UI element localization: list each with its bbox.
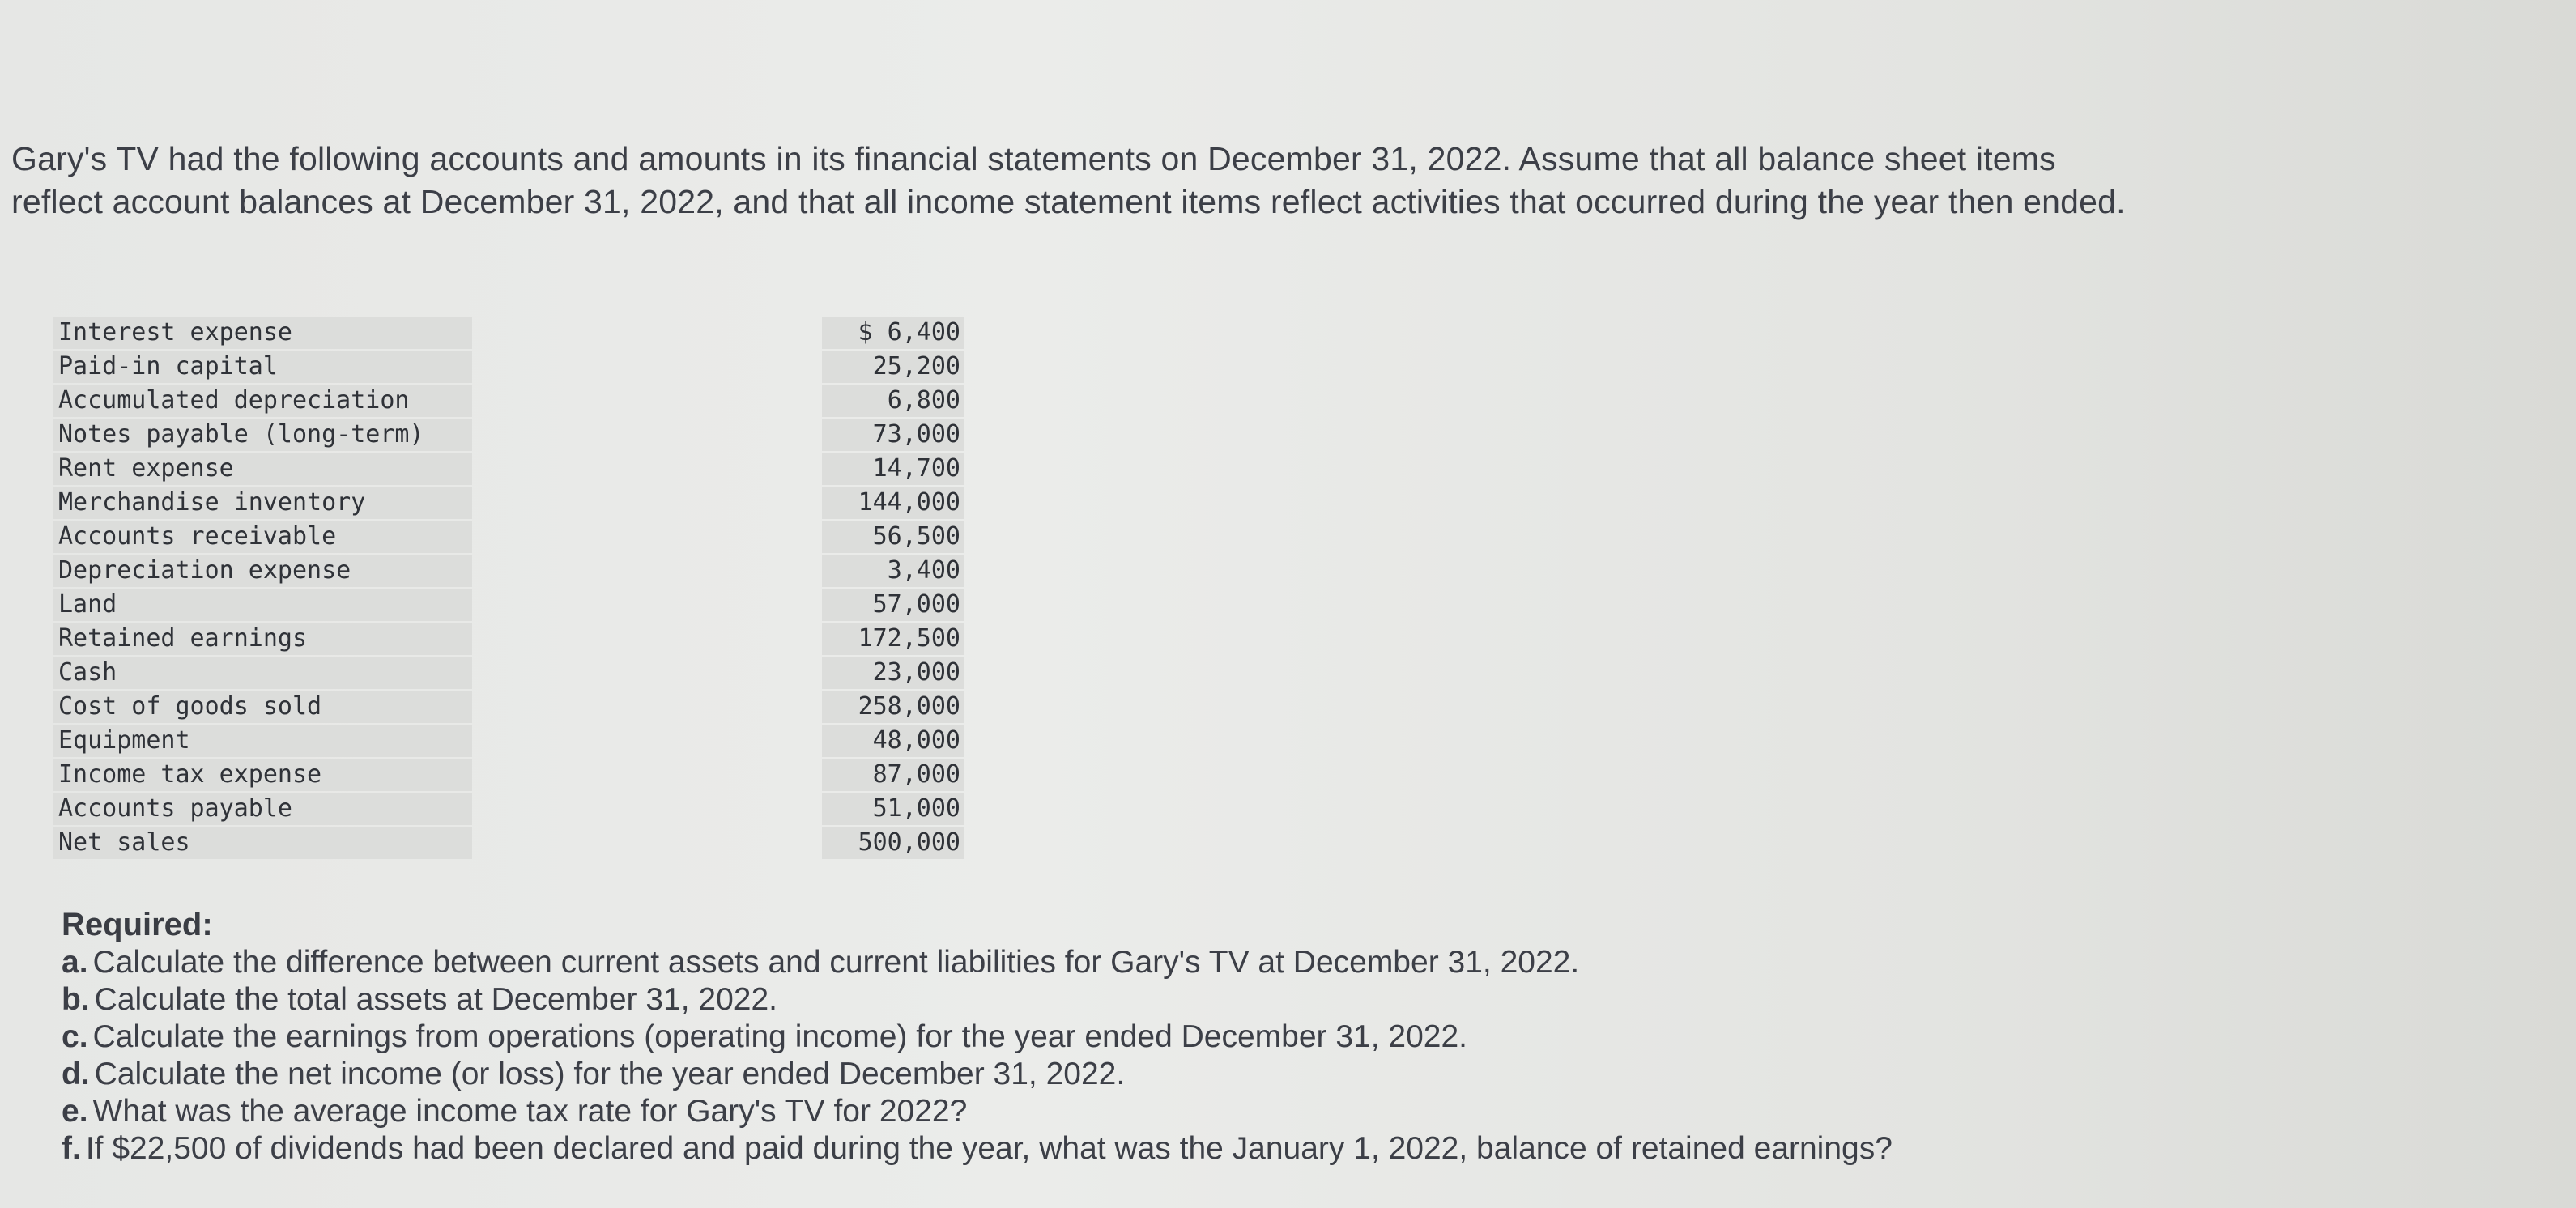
item-text: Calculate the net income (or loss) for the year ended December 31, 2022. [94, 1057, 1126, 1091]
table-row [53, 758, 964, 792]
account-value: 56,500 [822, 521, 964, 553]
table-row [53, 350, 964, 384]
account-label: Merchandise inventory [53, 487, 472, 519]
item-text: Calculate the difference between current assets and current liabilities for Gary's TV at December 31, 2022. [92, 945, 1580, 980]
table-row [53, 826, 964, 860]
required-item-a [62, 944, 2167, 981]
account-value: 87,000 [822, 759, 964, 791]
table-row [53, 622, 964, 656]
account-label: Interest expense [53, 317, 472, 349]
table-row [53, 554, 964, 588]
item-text: What was the average income tax rate for Gary's TV for 2022? [92, 1094, 968, 1129]
table-row [53, 384, 964, 418]
item-text: Calculate the total assets at December 31, 2022. [94, 982, 777, 1017]
account-label: Notes payable (long-term) [53, 419, 472, 451]
required-item-f [62, 1130, 2167, 1168]
account-value: 500,000 [822, 827, 964, 859]
required-item-d [62, 1056, 2167, 1093]
table-row [53, 792, 964, 826]
account-label: Equipment [53, 725, 472, 757]
item-letter: c. [62, 1019, 88, 1054]
account-value: $ 6,400 [822, 317, 964, 349]
account-label: Depreciation expense [53, 555, 472, 587]
item-letter: b. [62, 982, 90, 1017]
account-label: Income tax expense [53, 759, 472, 791]
account-label: Net sales [53, 827, 472, 859]
problem-intro: Gary's TV had the following accounts and amounts in its financial statements on December 31, 2022. Assume that all balance sheet items reflect account balances at December 31, 2022, and that all income statement items reflect activities that occurred during the year then ended. [11, 140, 2126, 220]
account-value: 23,000 [822, 657, 964, 689]
required-section [62, 905, 2167, 1168]
account-value: 6,800 [822, 385, 964, 417]
account-value: 3,400 [822, 555, 964, 587]
account-value: 48,000 [822, 725, 964, 757]
item-letter: e. [62, 1094, 88, 1129]
account-label: Rent expense [53, 453, 472, 485]
account-label: Cost of goods sold [53, 691, 472, 723]
account-value: 144,000 [822, 487, 964, 519]
item-letter: f. [62, 1131, 81, 1166]
table-row [53, 724, 964, 758]
account-label: Accounts payable [53, 793, 472, 825]
required-item-c [62, 1019, 2167, 1056]
account-value: 14,700 [822, 453, 964, 485]
item-text: Calculate the earnings from operations (operating income) for the year ended December 31, 2022. [92, 1019, 1468, 1054]
table-row [53, 486, 964, 520]
table-row [53, 520, 964, 554]
item-text: If $22,500 of dividends had been declared and paid during the year, what was the January 1, 2022, balance of retained earnings? [85, 1131, 1893, 1166]
accounts-table [53, 316, 964, 860]
account-value: 258,000 [822, 691, 964, 723]
account-label: Paid-in capital [53, 351, 472, 383]
account-value: 57,000 [822, 589, 964, 621]
account-value: 73,000 [822, 419, 964, 451]
table-row [53, 656, 964, 690]
required-item-e [62, 1093, 2167, 1130]
account-value: 51,000 [822, 793, 964, 825]
table-row [53, 588, 964, 622]
required-item-b [62, 981, 2167, 1019]
table-row [53, 418, 964, 452]
table-row [53, 452, 964, 486]
required-heading: Required: [62, 907, 213, 942]
account-label: Accumulated depreciation [53, 385, 472, 417]
item-letter: d. [62, 1057, 90, 1091]
table-row [53, 316, 964, 350]
account-label: Accounts receivable [53, 521, 472, 553]
table-row [53, 690, 964, 724]
account-value: 172,500 [822, 623, 964, 655]
account-label: Retained earnings [53, 623, 472, 655]
account-label: Land [53, 589, 472, 621]
account-label: Cash [53, 657, 472, 689]
account-value: 25,200 [822, 351, 964, 383]
item-letter: a. [62, 945, 88, 980]
